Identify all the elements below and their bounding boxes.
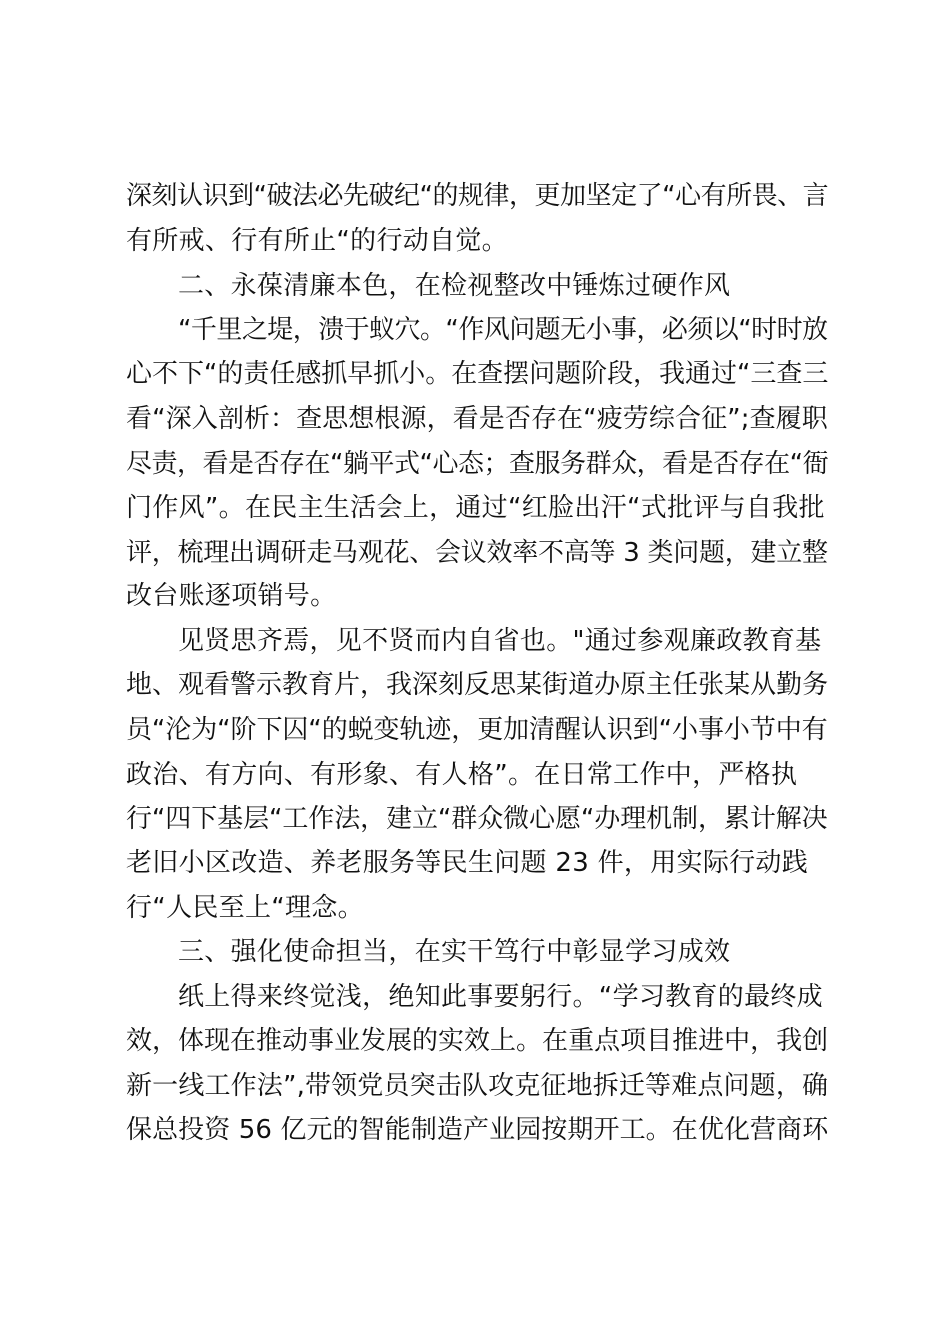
- text-line-9: 评，梳理出调研走马观花、会议效率不高等 3 类问题，建立整: [126, 538, 828, 568]
- text-line-7: 尽责，看是否存在“躺平式“心态；查服务群众，看是否存在“衙: [126, 449, 829, 479]
- text-line-16: 老旧小区改造、养老服务等民生问题 23 件，用实际行动践: [126, 848, 809, 878]
- text-line-1: 深刻认识到“破法必先破纪“的规律，更加坚定了“心有所畏、言: [126, 181, 829, 211]
- text-line-6: 看“深入剖析：查思想根源，看是否存在“疲劳综合征”;查履职: [126, 404, 828, 434]
- text-line-8: 门作风”。在民主生活会上，通过“红脸出汗“式批评与自我批: [126, 493, 825, 523]
- text-line-11: 见贤思齐焉，见不贤而内自省也。"通过参观廉政教育基: [178, 626, 822, 656]
- text-line-2: 有所戒、行有所止“的行动自觉。: [126, 226, 508, 256]
- section-heading-3: 三、强化使命担当，在实干笃行中彰显学习成效: [178, 937, 731, 967]
- text-line-4: “千里之堤，溃于蚁穴。“作风问题无小事，必须以“时时放: [178, 315, 828, 345]
- text-line-17: 行“人民至上“理念。: [126, 893, 364, 923]
- text-line-19: 纸上得来终觉浅，绝知此事要躬行。“学习教育的最终成: [178, 982, 823, 1012]
- text-line-12: 地、观看警示教育片，我深刻反思某街道办原主任张某从勤务: [126, 670, 829, 700]
- text-line-22: 保总投资 56 亿元的智能制造产业园按期开工。在优化营商环: [126, 1115, 829, 1145]
- section-heading-2: 二、永葆清廉本色，在检视整改中锤炼过硬作风: [178, 271, 731, 301]
- text-line-13: 员“沦为“阶下囚“的蜕变轨迹，更加清醒认识到“小事小节中有: [126, 715, 828, 745]
- text-line-21: 新一线工作法”,带领党员突击队攻克征地拆迁等难点问题，确: [126, 1071, 829, 1101]
- text-line-14: 政治、有方向、有形象、有人格”。在日常工作中，严格执: [126, 760, 798, 790]
- text-line-20: 效，体现在推动事业发展的实效上。在重点项目推进中，我创: [126, 1026, 829, 1056]
- text-line-10: 改台账逐项销号。: [126, 581, 337, 611]
- text-line-5: 心不下“的责任感抓早抓小。在查摆问题阶段，我通过“三查三: [126, 359, 829, 389]
- text-line-15: 行“四下基层“工作法，建立“群众微心愿“办理机制，累计解决: [126, 804, 828, 834]
